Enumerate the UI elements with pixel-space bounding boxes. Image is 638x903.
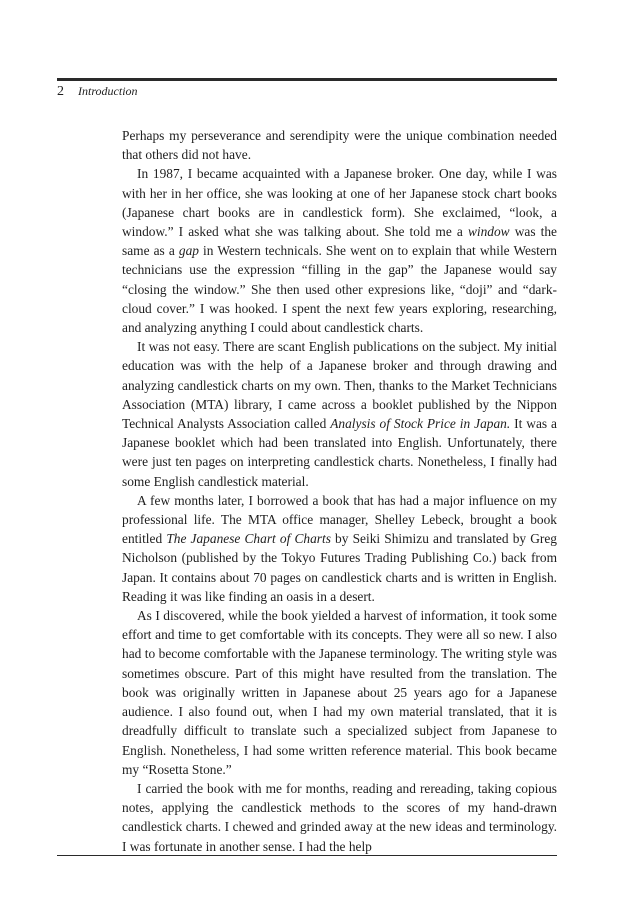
body-text <box>122 126 557 856</box>
paragraph-0: Perhaps my perseverance and serendipity were the unique combination needed that others did not have. <box>122 128 557 163</box>
chapter-title: Introduction <box>78 84 138 98</box>
emphasis-gap: gap <box>178 243 199 259</box>
paragraph-1: In 1987, I became acquainted with a Japanese broker. One day, while I was with her in her office, she was looking at one of her Japanese stock chart books (Japanese chart books are in candlestick form). She exclaimed, “look, a window.” I asked what she was talking about. She told me a window was the same as a gap in Western technicals. She went on to explain that while Western technicians use the expression “filling in the gap” the Japanese would say “closing the window.” She then used other expresions like, “doji” and “dark-cloud cover.” I was hooked. I spent the next few years exploring, researching, and analyzing anything I could about candlestick charts. <box>122 166 557 336</box>
footer-rule <box>57 855 557 856</box>
emphasis-book-title: Analysis of Stock Price in Japan. <box>330 416 511 432</box>
paragraph-4: As I discovered, while the book yielded a harvest of information, it took some effort and time to get comfortable with its concepts. They were all so new. I also had to become comfortable with the Japanese terminology. The writing style was sometimes obscure. Part of this might have resulted from the translation. The book was originally written in Japanese about 25 years ago for a Japanese audience. I also found out, when I had my own material translated, that it is dreadfully difficult to translate such a specialized subject from Japanese to English. Nonetheless, I had some written reference material. This book became my “Rosetta Stone.” <box>122 608 557 777</box>
header-rule <box>57 78 557 81</box>
paragraph-2: It was not easy. There are scant English publications on the subject. My initial education was with the help of a Japanese broker and through drawing and analyzing candlestick charts on my own. Then, thanks to the Market Technicians Association (MTA) library, I came across a booklet published by the Nippon Technical Analysts Association called Analysis of Stock Price in Japan. It was a Japanese booklet which had been translated into English. Unfortunately, there were just ten pages on interpreting candlestick charts. Nonetheless, I finally had some English candlestick material. <box>122 339 557 489</box>
emphasis-book-title: The Japanese Chart of Charts <box>166 531 331 547</box>
paragraph-3: A few months later, I borrowed a book that has had a major influence on my professional life. The MTA office manager, Shelley Lebeck, brought a book entitled The Japanese Chart of Charts by Seiki Shimizu and translated by Greg Nicholson (published by the Tokyo Futures Trading Publishing Co.) back from Japan. It contains about 70 pages on candlestick charts and is written in English. Reading it was like finding an oasis in a desert. <box>122 492 557 604</box>
paragraph-5: I carried the book with me for months, reading and rereading, taking copious notes, applying the candlestick methods to the scores of my hand-drawn candlestick charts. I chewed and grinded away at the new ideas and terminology. I was fortunate in another sense. I had the help <box>122 780 557 854</box>
page-number: 2 <box>57 84 64 99</box>
emphasis-window: window <box>467 224 510 240</box>
running-head <box>57 84 138 100</box>
